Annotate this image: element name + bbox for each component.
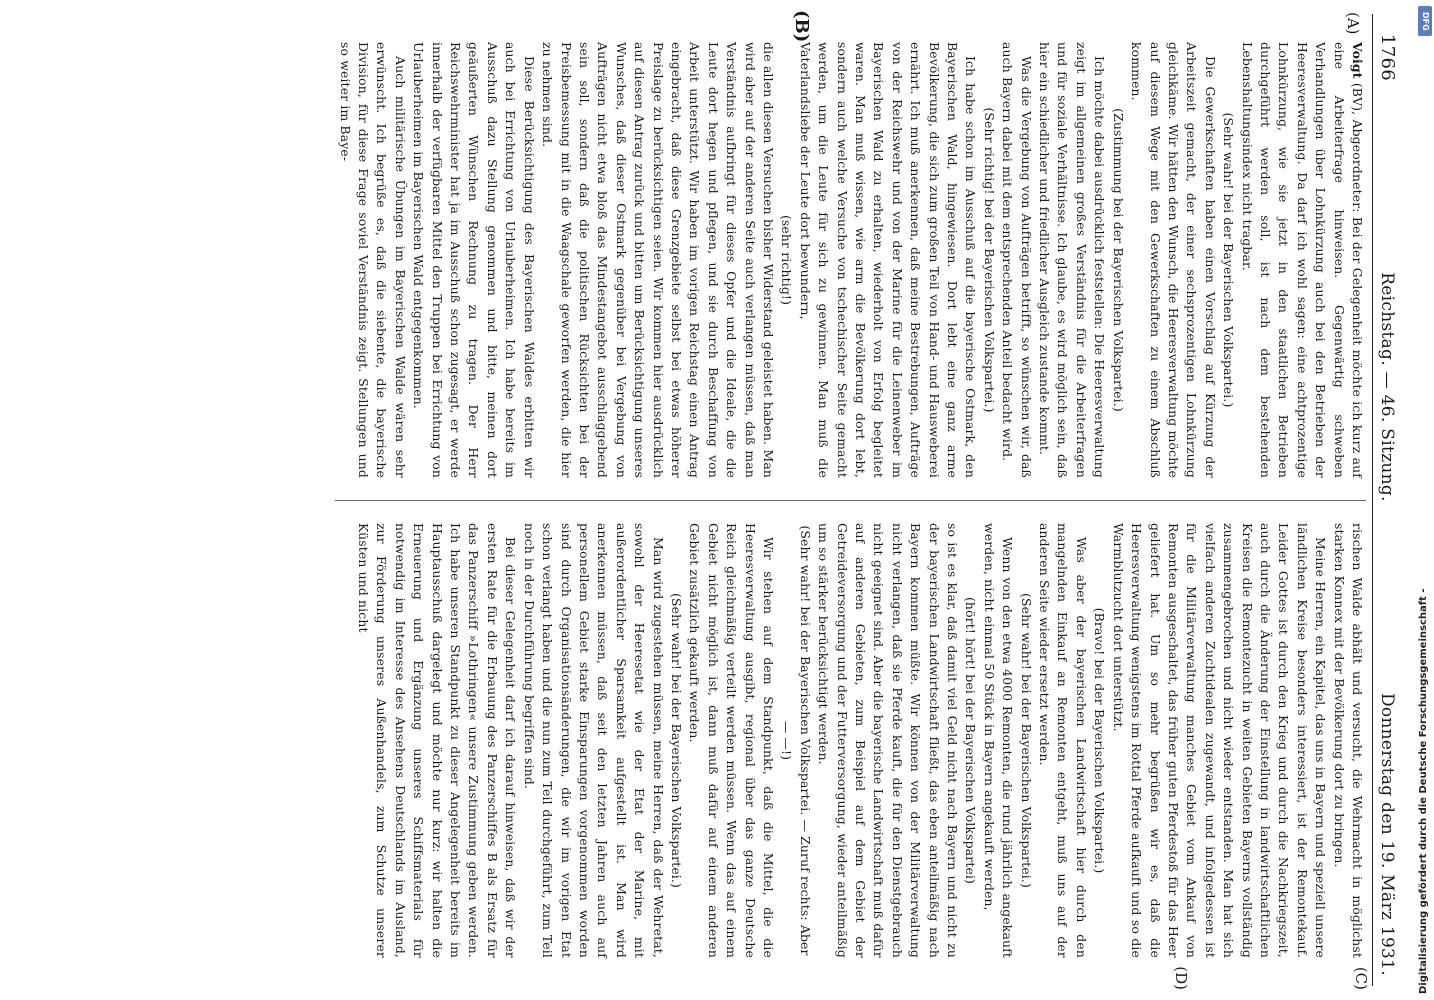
speech-paragraph <box>409 42 538 478</box>
paragraph-text: (Sehr wahr! bei der Bayerischen Volkspartei. — Zuruf rechts: Aber — —!) <box>779 525 813 956</box>
left-column <box>335 14 1366 500</box>
margin-marker-a: (A) <box>1344 12 1362 35</box>
speech-paragraph <box>1237 42 1366 478</box>
speech-paragraph <box>685 523 777 958</box>
paragraph-text: so ist es klar, daß damit viel Geld nicht nach Bayern und nicht zu der bayerischen Landwirtschaft fließt, das eben anteilmäßig nach Bayern kommen müßte. Wir können von der Militärverwaltung nicht verlangen, daß sie Pferde kauft, die für den Dienstgebrauch nicht geeignet sind. Aber die bayerische Landwirtschaft muß dafür auf anderen Gebieten, zum Beispiel auf dem Gebiet der Getreideversorgung und der Futterversorgung, wieder anteilmäßig um so stärker berücksichtigt werden. <box>816 523 961 958</box>
interjection <box>1108 42 1126 478</box>
paragraph-text: (sehr richtig!) <box>779 214 795 306</box>
speech-paragraph <box>979 523 1016 958</box>
margin-marker-b: (B) <box>791 10 812 43</box>
dfg-logo: DFG <box>1418 6 1432 36</box>
margin-marker-d: (D) <box>1172 966 1190 990</box>
session-title: Reichstag. — 46. Sitzung. <box>1377 272 1397 502</box>
interjection <box>1090 523 1108 958</box>
paragraph-text: rischen Walde abhält und versucht, die Wehrmacht in möglichst starken Konnex mit der Bevölkerung dort zu bringen. <box>1331 523 1365 958</box>
speech-paragraph <box>1329 523 1366 958</box>
interjection <box>961 523 979 958</box>
paragraph-text: Ich habe schon im Ausschuß auf die bayerische Ostmark, den Bayerischen Wald, hingewiesen. Dort lebt eine ganz arme Bevölkerung, die sich zum großen Teil von Hand- und Hausweberei ernährt. Ich muß anerkennen, daß meine Bestrebungen, Aufträge von der Reichswehr und von der Marine für die Leinenweber im Bayerischen Wald zu erhalten, wiederholt von Erfolg begleitet waren. Man muß wissen, wie arm die Bevölkerung dort lebt, sondern auch welche Versuche von tschechischer Seite gemacht werden, um die Leute für sich zu gewinnen. Man muß die Vaterlandsliebe der Leute dort bewundern, <box>797 42 979 478</box>
paragraph-text: Wenn von den etwa 4000 Remonten, die rund jährlich angekauft werden, nicht einmal 50 Stück in Bayern angekauft werden, <box>981 523 1016 958</box>
interjection <box>667 523 685 958</box>
paragraph-text: (Sehr richtig! bei der Bayerischen Volkspartei.) <box>981 107 997 413</box>
paragraph-text: Diese Berücksichtigung des Bayerischen Waldes erbitten wir auch bei Errichtung von Urlauberheimen. Ich habe bereits im Ausschuß dazu Stellung genommen und bitte, meinen dort geäußerten Wünschen Rechnung zu tragen. Der Herr Reichswehrminister hat ja im Ausschuß schon zugesagt, er werde innerhalb der verfügbaren Mittel den Truppen bei Errichtung von Urlauberheimen im Bayerischen Wald entgegenkommen. <box>411 42 537 478</box>
speech-paragraph <box>519 523 666 958</box>
interjection <box>1016 523 1034 958</box>
paragraph-text: Die Gewerkschaften haben einen Vorschlag auf Kürzung der Arbeitszeit gemacht, der einer sechsprozentigen Lohnkürzung gleichkäme. Wir hätten den Wunsch, die Heeresverwaltung möchte auf diesem Wege mit den Gewerkschaften zu einem Abschluß kommen. <box>1129 42 1218 478</box>
session-date: Donnerstag den 19. März 1931. <box>1377 692 1397 976</box>
paragraph-text: (Bravo! bei der Bayerischen Volkspartei.) <box>1092 607 1108 874</box>
speech-paragraph <box>1108 523 1329 958</box>
speech-paragraph <box>538 42 777 478</box>
speech-paragraph <box>1035 42 1109 478</box>
paragraph-text: Was aber der bayerischen Landwirtschaft hier durch den mangelnden Einkauf an Remonten entgeht, muß uns auf der anderen Seite wieder ersetzt werden. <box>1037 523 1089 958</box>
right-column <box>335 500 1366 986</box>
digitization-credit: Digitalisierung gefördert durch die Deutsche Forschungsgemeinschaft - <box>1418 588 1429 994</box>
paragraph-text: (Zustimmung bei der Bayerischen Volkspartei.) <box>1110 108 1126 412</box>
speech-paragraph <box>1127 42 1219 478</box>
text-columns <box>335 10 1372 990</box>
speech-paragraph <box>814 523 961 958</box>
speaker-name: Voigt <box>1350 42 1365 79</box>
paragraph-text: (hört! hört! bei der Bayerischen Volkspartei) <box>963 596 979 885</box>
speech-paragraph <box>354 523 520 958</box>
speech-paragraph <box>335 42 409 478</box>
interjection <box>777 42 795 478</box>
paragraph-text: Wir stehen auf dem Standpunkt, daß die Mittel, die die Heeresverwaltung ausgibt, regional über das ganze Deutsche Reich gleichmäßig verteilt werden müssen. Wenn das auf einem Gebiet nicht möglich ist, dann muß dafür auf einem anderen Gebiet zusätzlich gekauft werden. <box>687 523 776 958</box>
paragraph-text: (Sehr wahr! bei der Bayerischen Volkspartei.) <box>1018 593 1034 888</box>
paragraph-text: Man wird zugestehen müssen, meine Herren, daß der Wehretat, sowohl der Heeresetat wie der Etat der Marine, mit außerordentlicher Sparsamkeit aufgestellt ist. Man wird anerkennen müssen, daß seit den letzten Jahren auch auf personellem Gebiet starke Einsparungen vorgenommen worden sind durch Organisationsänderungen, die wir im vorigen Etat schon verlangt haben und die nun zum Teil durchgeführt, zum Teil noch in der Durchführung begriffen sind. <box>521 523 666 958</box>
scanned-page <box>77 0 1402 1000</box>
paragraph-text: (Sehr wahr! bei der Bayerischen Volkspartei.) <box>668 593 684 888</box>
interjection <box>777 523 814 958</box>
margin-marker-c: (C) <box>1352 966 1370 990</box>
paragraph-text: Auch militärische Übungen im Bayerischen Walde wären sehr erwünscht. Ich begrüße es, daß die siebente, die bayerische Division, für diese Frage soviel Verständnis zeigt. Stellungen und so weiter im Baye- <box>337 42 408 478</box>
interjection <box>1219 42 1237 478</box>
paragraph-text: Meine Herren, ein Kapitel, das uns in Bayern und speziell unsere ländlichen Kreise besonders interessiert, ist der Remontekauf. Leider Gottes ist durch den Krieg und durch die Nachkriegszeit, auch durch die Änderung der Einstellung in landwirtschaftlichen Kreisen die Remontezucht in weiten Gebieten Bayerns vollständig zusammengebrochen und nicht wieder entstanden. Man hat sich vielfach anderen Zuchtidealen zugewandt, und infolgedessen ist für die Militärverwaltung manches Gebiet vom Ankauf von Remonten ausgeschaltet, das früher guten Pferdestoß für das Heer geliefert hat. Um so mehr begrüßen wir es, daß die Heeresverwaltung wenigstens im Rottal Pferde aufkauft und so die Warmblutzucht dort unterstützt. <box>1110 523 1329 958</box>
paragraph-text: Ich möchte dabei ausdrücklich feststellen: Die Heeresverwaltung zeigt im allgemeinen großes Verständnis für die Arbeiterfragen und für soziale Verhältnisse. Ich glaube, es wird möglich sein, daß hier ein schiedlicher und friedlicher Ausgleich zustande kommt. <box>1037 42 1108 478</box>
running-head <box>1372 14 1398 986</box>
paragraph-text: Was die Vergebung von Aufträgen betrifft, so wünschen wir, daß auch Bayern dabei mit dem entsprechenden Anteil bedacht wird. <box>1000 42 1034 478</box>
paragraph-text: (Sehr wahr! bei der Bayerischen Volkspartei.) <box>1221 112 1237 408</box>
interjection <box>979 42 997 478</box>
paragraph-text: Bei dieser Gelegenheit darf ich darauf hinweisen, daß wir der ersten Rate für die Erbauung des Panzerschiffes B als Ersatz für das Panzerschiff »Lothringen« unsere Zustimmung geben werden. Ich habe unseren Standpunkt zu dieser Angelegenheit bereits im Hauptausschuß dargelegt und möchte nur kurz: wir halten die Erneuerung und Ergänzung unseres Schiffsmaterials für notwendig im Interesse des Ansehens Deutschlands im Ausland, zur Förderung unseres Außenhandels, zum Schutze unserer Küsten und nicht <box>356 523 519 958</box>
paragraph-text: die allen diesen Versuchen bisher Widerstand geleistet haben. Man wird aber auf der anderen Seite auch verlangen müssen, daß man Verständnis aufbringt für dieses Opfer und die Ideale, die die Leute dort hegen und pflegen, und sie durch Beschaffung von Arbeit unterstützt. Wir haben im vorigen Reichstag einen Antrag eingebracht, daß diese Grenzgebiete selbst bei etwas höherer Preislage zu berücksichtigen seien. Wir kommen hier ausdrücklich auf diesen Antrag zurück und bitten um Berücksichtigung unseres Wunsches, daß dieser Ostmark gegenüber bei Vergebung von Aufträgen nicht etwa bloß das Mindestangebot ausschlaggebend sein soll, sondern daß die politischen Rücksichten bei der Preisbemessung mit in die Waagschale geworfen werden, die hier zu nehmen sind. <box>540 42 776 478</box>
page-number: 1766 <box>1377 34 1398 82</box>
speech-paragraph <box>1035 523 1090 958</box>
speech-paragraph <box>998 42 1035 478</box>
paragraph-text: (BV), Abgeordneter: Bei der Gelegenheit möchte ich kurz auf eine Arbeiterfrage hinweisen. Gegenwärtig schweben Verhandlungen über Lohnkürzung auch bei den Betrieben der Heeresverwaltung. Da darf ich wohl sagen: eine achtprozentige Lohnkürzung, wie sie jetzt in den staatlichen Betrieben durchgeführt werden soll, ist nach dem bestehenden Lebenshaltungsindex nicht tragbar. <box>1239 42 1365 478</box>
speech-paragraph <box>795 42 979 478</box>
